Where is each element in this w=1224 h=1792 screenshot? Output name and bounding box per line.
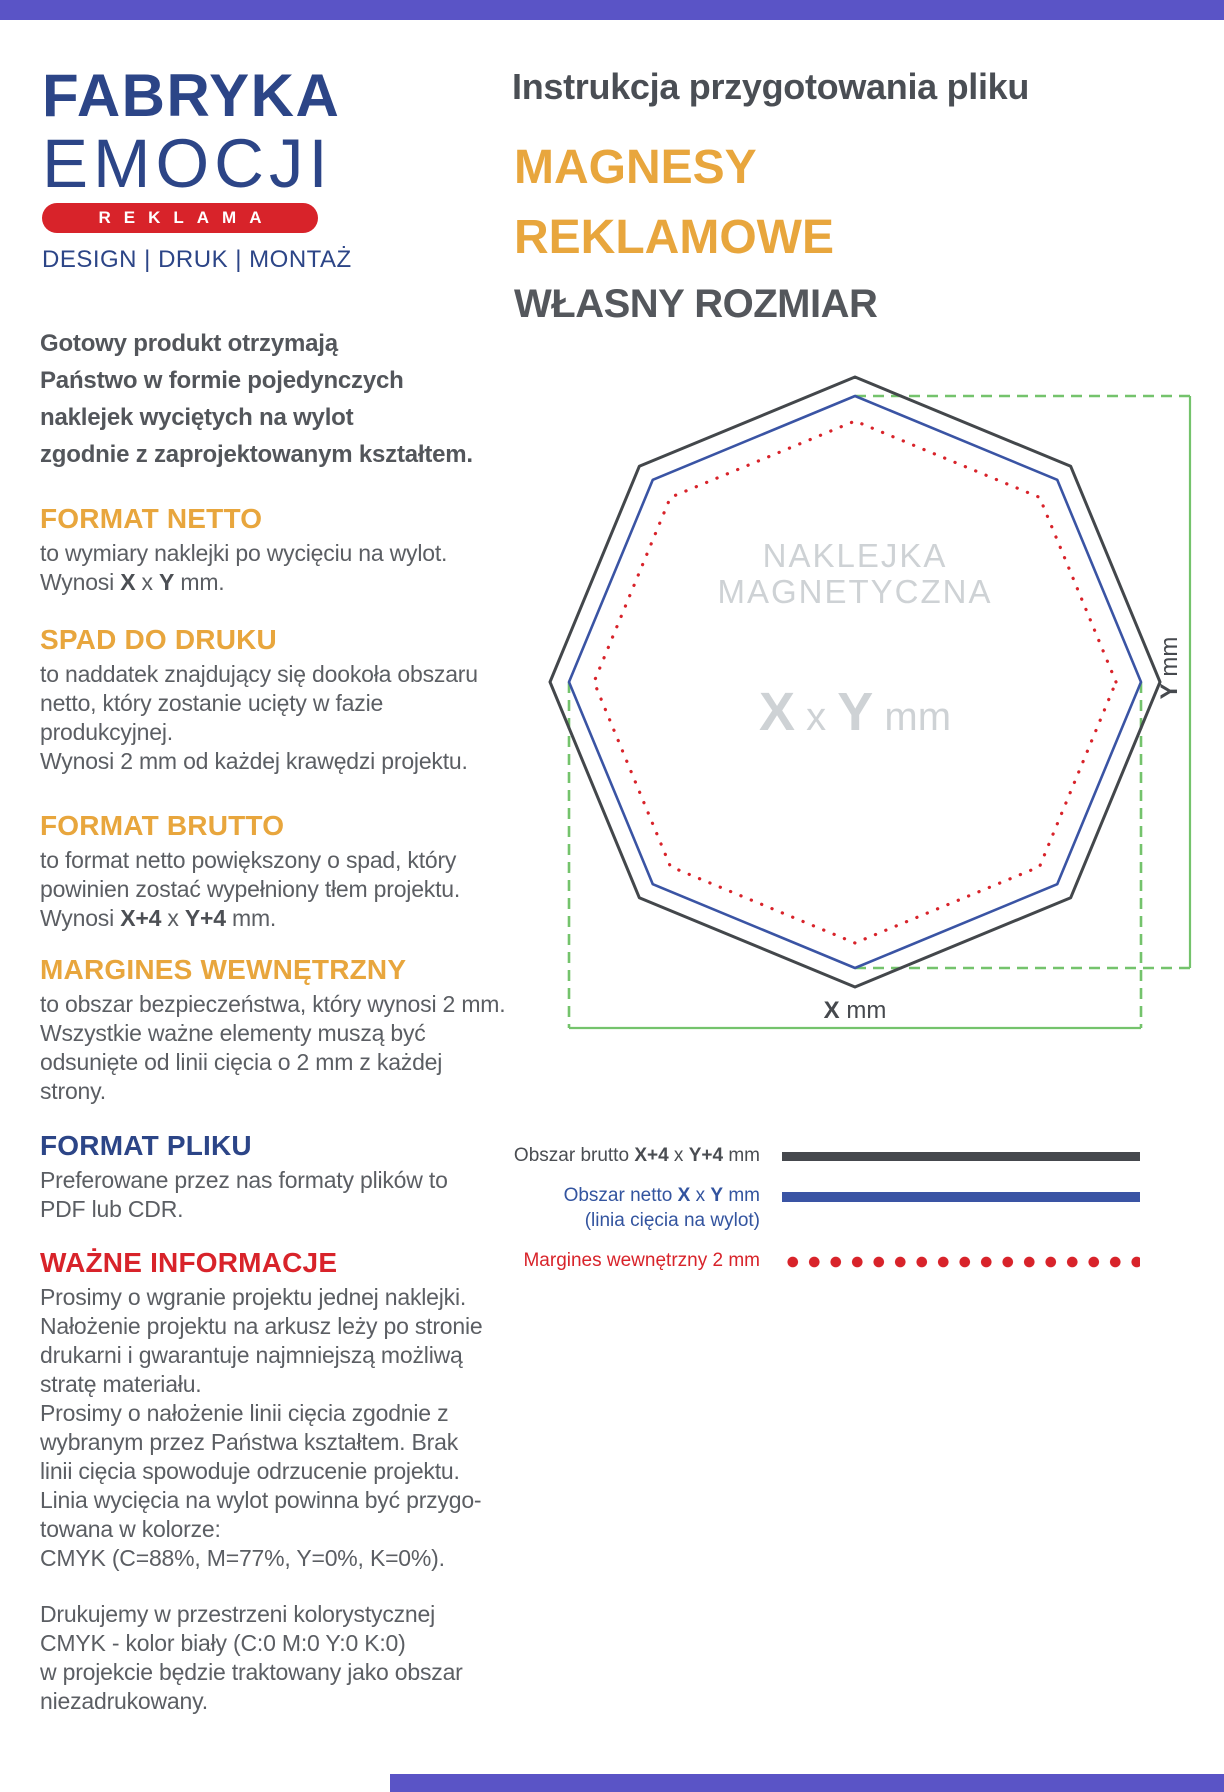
legend-label-margin: Margines wewnętrzny 2 mm [523,1250,760,1271]
product-subtitle: WŁASNY ROZMIAR [514,282,878,326]
legend-bar-brutto [782,1152,1140,1161]
section-heading: FORMAT BRUTTO [40,810,285,841]
reklama-badge: REKLAMA [42,203,318,233]
section-format-pliku [40,1132,520,1224]
page-title: Instrukcja przygotowania pliku [512,66,1030,107]
legend-label-brutto: Obszar brutto X+4 x Y+4 mm [513,1145,760,1166]
product-name-line2: REKLAMOWE [514,211,834,264]
section-wazne-informacje [40,1249,520,1716]
legend-dots-margin [782,1256,1140,1268]
y-dim-unit: mm [1156,636,1183,684]
size-x: X [758,682,795,742]
section-format-brutto [40,812,520,933]
section-body: to obszar bezpieczeństwa, który wynosi 2 mm. Wszystkie ważne elementy muszą być odsunięte od linii cięcia o 2 mm z każdej strony. [40,991,506,1104]
footer-accent-bar [390,1774,1224,1792]
size-unit: mm [873,695,952,739]
info-sections [40,505,520,1716]
section-heading: FORMAT PLIKU [40,1130,252,1161]
octagon-diagram [480,330,1224,1100]
logo-tagline: DESIGN | DRUK | MONTAŻ [42,246,352,273]
section-heading: FORMAT NETTO [40,503,263,534]
section-heading: MARGINES WEWNĘTRZNY [40,954,407,985]
section-format-netto [40,505,520,597]
section-body: to wymiary naklejki po wycięciu na wylot. Wynosi X x Y mm. [40,540,448,595]
sticker-label-line1: NAKLEJKA [762,537,948,574]
product-name-line1: MAGNESY [514,141,757,194]
company-logo [42,64,362,274]
size-sep: x [795,695,838,739]
section-margines-wewnetrzny [40,956,520,1106]
size-y: Y [837,682,874,742]
y-dim-label [1156,637,1183,700]
logo-emocji: EMOCJI [42,125,333,202]
section-heading: SPAD DO DRUKU [40,624,277,655]
legend-label-netto-line1: Obszar netto X x Y mm [563,1185,760,1206]
section-body: Preferowane przez nas formaty plików to PDF lub CDR. [40,1167,448,1222]
intro-paragraph: Gotowy produkt otrzymają Państwo w formie pojedynczych naklejek wyciętych na wylot zgodnie z zaprojektowanym kształtem. [40,330,473,468]
size-label [759,682,951,742]
legend-bar-netto [782,1192,1140,1202]
section-body: Prosimy o wgranie projektu jednej naklejki. Nałożenie projektu na arkusz leży po stronie drukarni i gwarantuje najmniejszą możliwą stratę materiału. Prosimy o nałożenie linii cięcia zgodnie z wybranym przez Państwa kształtem. Brak linii cięcia spowoduje odrzucenie projektu. Linia wycięcia na wylot powinna być przygo- towana w kolorze: CMYK (C=88%, M=77%, Y=0%, K=0%). Drukujemy w przestrzeni kolorystycznej CMYK - kolor biały (C:0 M:0 Y:0 K:0) w projekcie będzie traktowany jako obszar niezadrukowany. [40,1284,483,1714]
logo-fabryka: FABRYKA [42,62,341,129]
section-body: to format netto powiększony o spad, który powinien zostać wypełniony tłem projektu. Wynosi X+4 x Y+4 mm. [40,847,461,931]
legend-label-netto [480,1183,760,1233]
legend-label-netto-line2: (linia cięcia na wylot) [584,1210,760,1231]
section-spad-do-druku [40,626,520,776]
y-dim-value: Y [1156,683,1183,700]
sticker-label-line2: MAGNETYCZNA [717,573,993,610]
section-body: to naddatek znajdujący się dookoła obszaru netto, który zostanie ucięty w fazie produkcyjnej. Wynosi 2 mm od każdej krawędzi projektu. [40,661,478,774]
section-heading: WAŻNE INFORMACJE [40,1247,338,1278]
x-dim-unit: mm [839,997,887,1024]
x-dim-value: X [823,997,840,1024]
x-dim-label [824,997,887,1024]
top-accent-bar [0,0,1224,20]
